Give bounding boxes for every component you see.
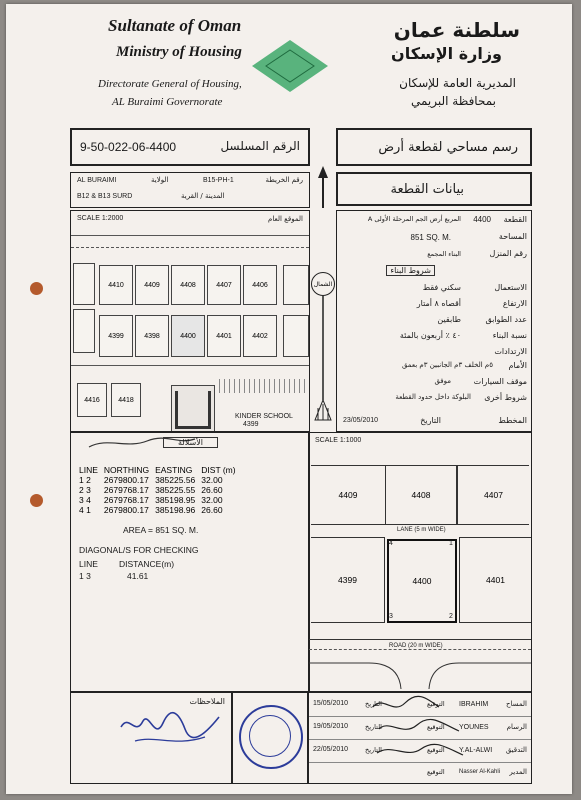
detail-label: شروط أخرى xyxy=(484,393,527,402)
diag-header-distance: DISTANCE(m) xyxy=(119,559,175,569)
lot xyxy=(73,309,95,353)
cell: 4 1 xyxy=(79,505,91,515)
signoff-sign-label: التوقيع xyxy=(427,723,445,731)
lot: 4408 xyxy=(385,465,457,525)
school-label: KINDER SCHOOL xyxy=(235,413,293,420)
signoff-name: YOUNES xyxy=(459,724,489,731)
signoff-role: التدقيق xyxy=(505,746,527,754)
detail-value: موفق xyxy=(434,377,451,385)
wilayat-label: الولاية xyxy=(151,176,169,184)
header-country-ar: سلطنة عمان xyxy=(393,18,520,42)
detail-label: الارتفاع xyxy=(502,299,527,308)
stamp-box xyxy=(232,692,308,784)
detail-value: البناء المجمع xyxy=(427,250,461,258)
road-curve xyxy=(309,659,532,692)
detail-value: البلوكة داخل حدود القطعة xyxy=(395,393,471,401)
lot: 4409 xyxy=(311,465,385,525)
lot: 4399 xyxy=(311,537,385,623)
header-country: Sultanate of Oman xyxy=(108,16,242,35)
diagonal-title: DIAGONAL/S FOR CHECKING xyxy=(79,545,199,555)
cell: 385198.96 xyxy=(155,505,196,515)
corner-label: 4 xyxy=(389,540,393,547)
detail-extra: المربع أرض الجم المرحلة الأولى A xyxy=(367,215,461,223)
signoff-date: 22/05/2010 xyxy=(313,746,349,753)
signoff-role: المدير xyxy=(509,768,527,776)
detail-plan-label: الأسلالة xyxy=(163,437,218,448)
document-page xyxy=(6,4,572,794)
detail-value: طابقين xyxy=(437,315,461,324)
coordinates-table xyxy=(79,465,242,515)
road-line xyxy=(71,235,309,236)
plot-details xyxy=(336,210,532,432)
detail-label: القطعة xyxy=(503,215,527,224)
signoff-date-label: التاريخ xyxy=(365,700,382,708)
col-header: DIST (m) xyxy=(201,465,236,475)
table-row xyxy=(79,495,242,505)
lot: 4398 xyxy=(135,315,169,357)
lot: 4410 xyxy=(99,265,133,305)
national-emblem-icon xyxy=(250,38,330,94)
signoff-date: 19/05/2010 xyxy=(313,723,349,730)
official-stamp xyxy=(239,705,303,769)
signoff-sign-label: التوقيع xyxy=(427,700,445,708)
detail-value: ٥م الخلف ٣م الجانبين ٣م بعمق xyxy=(401,361,493,369)
lot: 4401 xyxy=(459,537,531,623)
location-box xyxy=(70,172,310,208)
signoff-name: Y.AL-ALWI xyxy=(459,747,493,754)
cell: 385225.55 xyxy=(155,485,196,495)
lot xyxy=(283,315,309,357)
lot: 4408 xyxy=(171,265,205,305)
official-stamp-inner xyxy=(249,715,291,757)
lot: 4407 xyxy=(457,465,529,525)
signoff-date: 15/05/2010 xyxy=(313,700,349,707)
title-box xyxy=(336,128,532,166)
subject-lot: 4400 xyxy=(171,315,205,357)
header-governorate: AL Buraimi Governorate xyxy=(112,96,223,108)
detail-value: 851 SQ. M. xyxy=(410,233,451,242)
cell: 2679768.17 xyxy=(103,485,149,495)
corner-label: 3 xyxy=(389,613,393,620)
coordinates-box xyxy=(70,432,310,692)
map-label: رقم الخريطة xyxy=(265,176,303,184)
header-directorate-ar: المديرية العامة للإسكان xyxy=(399,76,516,90)
cell: 385225.56 xyxy=(155,475,196,485)
lot: 4418 xyxy=(111,383,141,417)
wilayat-value: AL BURAIMI xyxy=(77,177,117,184)
cell: 26.60 xyxy=(201,485,223,495)
signoff-sign-label: التوقيع xyxy=(427,768,445,776)
conditions-badge: شروط البناء xyxy=(386,265,435,276)
lot: 4416 xyxy=(77,383,107,417)
school-number: 4399 xyxy=(243,421,259,428)
punch-hole xyxy=(30,494,43,507)
header-ministry-ar: وزارة الإسكان xyxy=(391,44,502,63)
col-header: EASTING xyxy=(155,465,193,475)
cell: 2 3 xyxy=(79,485,91,495)
cell: 2679800.17 xyxy=(103,505,149,515)
subject-plot: 4400 xyxy=(387,539,457,623)
cell: 3 4 xyxy=(79,495,91,505)
fence-pattern xyxy=(219,379,307,393)
col-header: LINE xyxy=(79,465,98,475)
area-value: B12 & B13 SURD xyxy=(77,193,133,200)
site-title: الموقع العام xyxy=(268,215,303,223)
detail-label: عدد الطوابق xyxy=(485,315,527,324)
corner-label: 1 xyxy=(449,540,453,547)
detail-value: أقصاه ٨ أمتار xyxy=(416,299,461,308)
table-row xyxy=(79,485,242,495)
road-centerline xyxy=(309,649,531,650)
cell: 2679768.17 xyxy=(103,495,149,505)
lot xyxy=(283,265,309,305)
cell: 26.60 xyxy=(201,505,223,515)
cell: 2679800.17 xyxy=(103,475,149,485)
school-outline xyxy=(175,391,211,429)
detail-label: موقف السيارات xyxy=(473,377,527,386)
signoff-date-label: التاريخ xyxy=(365,746,382,754)
lot xyxy=(73,263,95,305)
detail-value: 4400 xyxy=(473,215,491,224)
area-label: المدينة / القرية xyxy=(181,192,225,200)
signoff-box xyxy=(308,692,532,784)
lot: 4409 xyxy=(135,265,169,305)
signoff-role: المساح xyxy=(505,700,527,708)
plot-data-title: بيانات القطعة xyxy=(390,182,464,197)
detail-label: رقم المنزل xyxy=(489,249,527,258)
lot: 4401 xyxy=(207,315,241,357)
site-scale: SCALE 1:2000 xyxy=(77,215,124,222)
road-edge xyxy=(309,639,531,640)
detail-label: الاستعمال xyxy=(494,283,527,292)
detail-scale: SCALE 1:1000 xyxy=(315,437,362,444)
signatures-scribble xyxy=(369,693,469,783)
lot: 4402 xyxy=(243,315,277,357)
detail-label: المساحة xyxy=(498,232,527,241)
signoff-name: Nasser Al-Kahli xyxy=(459,769,501,775)
serial-number: 9-50-022-06-4400 xyxy=(80,140,177,154)
detail-label: الأمام xyxy=(508,361,527,370)
signoff-name: IBRAHIM xyxy=(459,701,489,708)
col-header: NORTHING xyxy=(103,465,150,475)
road-line xyxy=(71,247,309,248)
serial-box xyxy=(70,128,310,166)
lot: 4407 xyxy=(207,265,241,305)
diag-header-line: LINE xyxy=(79,559,98,569)
detail-plan xyxy=(308,432,532,692)
cell: 32.00 xyxy=(201,495,223,505)
table-row xyxy=(79,505,242,515)
diag-line: 1 3 xyxy=(79,571,91,581)
detail-value: ٤٠ ٪ أربعون بالمئة xyxy=(399,331,461,340)
doc-title: رسم مساحي لقطعة أرض xyxy=(378,140,518,155)
plan-date: 23/05/2010 xyxy=(343,417,379,424)
notes-label: الملاحظات xyxy=(189,697,225,706)
header-governorate-ar: بمحافظة البريمي xyxy=(410,94,496,108)
cell: 32.00 xyxy=(201,475,223,485)
lane-label: LANE (5 m WIDE) xyxy=(397,527,446,533)
serial-label: الرقم المسلسل xyxy=(220,139,300,153)
general-site-plan xyxy=(70,210,310,432)
road-line xyxy=(71,365,309,366)
map-value: B15-PH-1 xyxy=(203,177,234,184)
detail-value: سكني فقط xyxy=(422,283,461,292)
table-header-row xyxy=(79,465,242,475)
signoff-date-label: التاريخ xyxy=(365,723,382,731)
corner-label: 2 xyxy=(449,613,453,620)
table-row xyxy=(79,475,242,485)
detail-label: الارتدادات xyxy=(494,347,527,356)
cell: 385198.95 xyxy=(155,495,196,505)
date-label: التاريخ xyxy=(420,416,441,425)
lot: 4399 xyxy=(99,315,133,357)
signoff-role: الرسام xyxy=(506,723,527,731)
notes-box xyxy=(70,692,232,784)
detail-label: نسبة البناء xyxy=(492,331,527,340)
north-label: الشمال xyxy=(311,272,335,296)
header-directorate: Directorate General of Housing, xyxy=(98,78,242,90)
signature xyxy=(115,707,225,751)
area-total: AREA = 851 SQ. M. xyxy=(123,525,199,535)
header-ministry: Ministry of Housing xyxy=(116,44,242,60)
plot-data-title-box xyxy=(336,172,532,206)
signoff-sign-label: التوقيع xyxy=(427,746,445,754)
diag-distance: 41.61 xyxy=(127,571,149,581)
lot: 4406 xyxy=(243,265,277,305)
detail-label: المخطط xyxy=(498,416,527,425)
cell: 1 2 xyxy=(79,475,91,485)
punch-hole xyxy=(30,282,43,295)
road-label: ROAD (20 m WIDE) xyxy=(389,643,443,649)
